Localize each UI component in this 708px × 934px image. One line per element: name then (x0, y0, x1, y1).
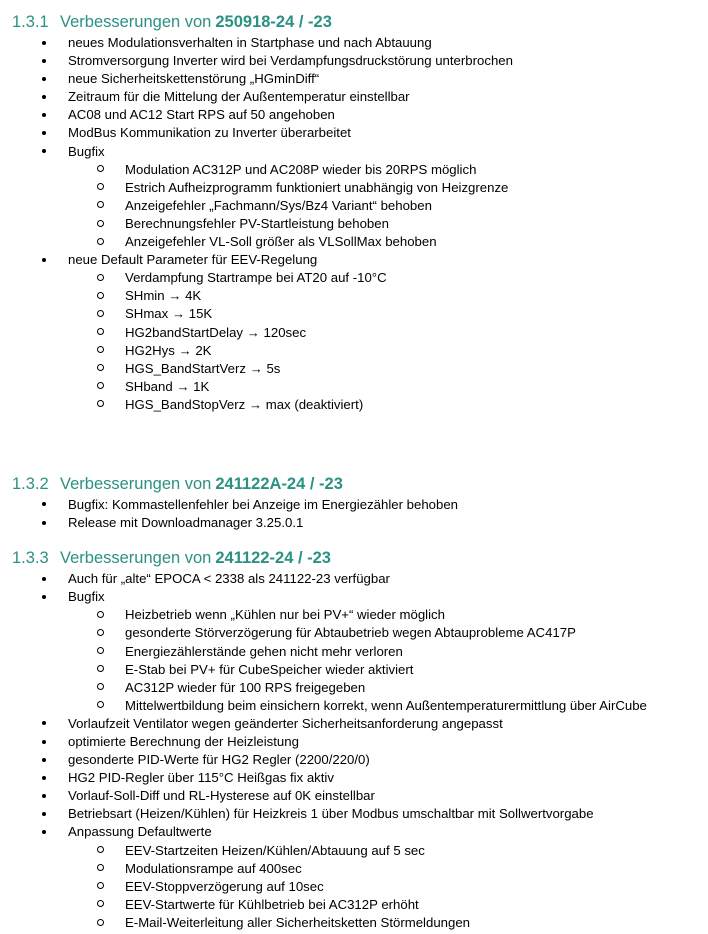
hollow-circle-bullet-icon (97, 396, 109, 414)
list-item (0, 514, 704, 532)
list-item (0, 733, 704, 751)
list-item-text: optimierte Berechnung der Heizleistung (68, 734, 299, 749)
section-heading-1.3.2 (0, 472, 704, 496)
disc-bullet-icon (42, 251, 52, 269)
hollow-circle-bullet-icon (97, 860, 109, 878)
list-item (0, 496, 704, 514)
disc-bullet-icon (42, 52, 52, 70)
sub-list-item (0, 679, 704, 697)
list-item-text: EEV-Startzeiten Heizen/Kühlen/Abtauung auf 5 sec (125, 842, 425, 858)
bullet-list (0, 570, 704, 932)
list-item-text: AC08 und AC12 Start RPS auf 50 angehoben (68, 107, 335, 123)
list-item-text: neue Default Parameter für EEV-Regelung (68, 252, 318, 268)
section-title (60, 10, 332, 34)
list-item-text: Vorlaufzeit Ventilator wegen geänderter Sicherheitsanforderung angepasst (68, 715, 503, 731)
sub-list-item (0, 324, 704, 342)
sub-list-item (0, 396, 704, 414)
list-item-text: SHmax → 15K (125, 306, 213, 322)
list-item-text: Release mit Downloadmanager 3.25.0.1 (68, 515, 304, 531)
section-title (60, 472, 343, 496)
disc-bullet-icon (42, 34, 52, 52)
list-item (0, 570, 704, 588)
list-item (0, 143, 704, 161)
sub-list-item (0, 914, 704, 932)
list-item-text: neues Modulationsverhalten in Startphase und nach Abtauung (68, 35, 432, 50)
hollow-circle-bullet-icon (97, 697, 109, 715)
disc-bullet-icon (42, 751, 52, 769)
hollow-circle-bullet-icon (97, 197, 109, 215)
list-item-text: E-Mail-Weiterleitung aller Sicherheitsketten Störmeldungen (125, 914, 470, 930)
list-item-text: Bugfix: Kommastellenfehler bei Anzeige im Energiezähler behoben (68, 496, 458, 512)
disc-bullet-icon (42, 514, 52, 532)
disc-bullet-icon (42, 496, 52, 514)
list-item-text: AC312P wieder für 100 RPS freigegeben (125, 679, 366, 695)
list-item-text: EEV-Stoppverzögerung auf 10sec (125, 878, 324, 894)
disc-bullet-icon (42, 733, 52, 751)
disc-bullet-icon (42, 124, 52, 142)
hollow-circle-bullet-icon (97, 896, 109, 914)
sub-list-item (0, 287, 704, 305)
list-item (0, 124, 704, 142)
list-item-text: gesonderte PID-Werte für HG2 Regler (2200/220/0) (68, 752, 370, 768)
hollow-circle-bullet-icon (97, 643, 109, 661)
disc-bullet-icon (42, 823, 52, 841)
section-number: 1.3.3 (12, 549, 49, 568)
sub-list-item (0, 697, 704, 715)
disc-bullet-icon (42, 715, 52, 733)
sub-list-item (0, 360, 704, 378)
list-item-text: Estrich Aufheizprogramm funktioniert unabhängig von Heizgrenze (125, 179, 509, 195)
hollow-circle-bullet-icon (97, 842, 109, 860)
list-item (0, 805, 704, 823)
bullet-list (0, 496, 704, 532)
sub-list-item (0, 606, 704, 624)
list-item-text: gesonderte Störverzögerung für Abtaubetrieb wegen Abtauprobleme AC417P (125, 625, 576, 641)
list-item (0, 52, 704, 70)
sub-list-item (0, 305, 704, 323)
hollow-circle-bullet-icon (97, 661, 109, 679)
list-item-text: Mittelwertbildung beim einsichern korrekt, wenn Außentemperaturermittlung über AirCube (125, 697, 647, 713)
hollow-circle-bullet-icon (97, 233, 109, 251)
section-title-version: 241122-24 / -23 (215, 549, 331, 568)
hollow-circle-bullet-icon (97, 624, 109, 642)
section-title-version: 250918-24 / -23 (215, 13, 332, 31)
list-item-text: HG2bandStartDelay → 120sec (125, 324, 307, 340)
list-item-text: Vorlauf-Soll-Diff und RL-Hysterese auf 0K einstellbar (68, 788, 375, 804)
list-item-text: Auch für „alte“ EPOCA < 2338 als 241122-23 verfügbar (68, 571, 390, 587)
hollow-circle-bullet-icon (97, 378, 109, 396)
sub-list-item (0, 342, 704, 360)
list-item (0, 34, 704, 52)
section-gap (0, 532, 704, 546)
list-item-text: Bugfix (68, 589, 105, 605)
hollow-circle-bullet-icon (97, 324, 109, 342)
sub-list-item (0, 269, 704, 287)
list-item-text: Stromversorgung Inverter wird bei Verdampfungsdruckstörung unterbrochen (68, 53, 513, 69)
list-item-text: Anzeigefehler „Fachmann/Sys/Bz4 Variant“ behoben (125, 197, 432, 213)
list-item-text: Modulation AC312P und AC208P wieder bis 20RPS möglich (125, 161, 477, 177)
section-title-prefix: Verbesserungen von (60, 549, 212, 568)
list-item-text: SHband → 1K (125, 378, 210, 394)
hollow-circle-bullet-icon (97, 360, 109, 378)
blank-line (0, 414, 704, 432)
sub-list-item (0, 896, 704, 914)
list-item-text: E-Stab bei PV+ für CubeSpeicher wieder aktiviert (125, 661, 414, 677)
list-item-text: HG2 PID-Regler über 115°C Heißgas fix aktiv (68, 770, 334, 786)
bullet-list (0, 34, 704, 414)
list-item-text: Heizbetrieb wenn „Kühlen nur bei PV+“ wieder möglich (125, 607, 445, 623)
hollow-circle-bullet-icon (97, 215, 109, 233)
hollow-circle-bullet-icon (97, 287, 109, 305)
section-title-prefix: Verbesserungen von (60, 474, 212, 493)
list-item-text: HG2Hys → 2K (125, 342, 212, 358)
list-item-text: Energiezählerstände gehen nicht mehr verloren (125, 643, 403, 659)
list-item-text: EEV-Startwerte für Kühlbetrieb bei AC312P erhöht (125, 896, 419, 912)
section-number: 1.3.1 (12, 13, 49, 31)
disc-bullet-icon (42, 787, 52, 805)
disc-bullet-icon (42, 805, 52, 823)
hollow-circle-bullet-icon (97, 305, 109, 323)
list-item-text: Modulationsrampe auf 400sec (125, 860, 302, 876)
section-heading-1.3.1 (0, 10, 704, 34)
section-title (60, 546, 331, 570)
sub-list-item (0, 842, 704, 860)
sub-list-item (0, 179, 704, 197)
list-item-text: Bugfix (68, 143, 105, 159)
section-title-version: 241122A-24 / -23 (215, 474, 343, 493)
list-item-text: HGS_BandStartVerz → 5s (125, 360, 281, 376)
list-item-text: HGS_BandStopVerz → max (deaktiviert) (125, 396, 364, 412)
list-item-text: Anpassung Defaultwerte (68, 824, 212, 840)
disc-bullet-icon (42, 106, 52, 124)
list-item (0, 751, 704, 769)
hollow-circle-bullet-icon (97, 269, 109, 287)
disc-bullet-icon (42, 88, 52, 106)
list-item (0, 70, 704, 88)
list-item-text: neue Sicherheitskettenstörung „HGminDiff“ (68, 71, 320, 87)
list-item-text: Anzeigefehler VL-Soll größer als VLSollMax behoben (125, 234, 437, 250)
disc-bullet-icon (42, 143, 52, 161)
list-item-text: ModBus Kommunikation zu Inverter überarbeitet (68, 125, 351, 141)
section-gap (0, 432, 704, 472)
section-heading-1.3.3 (0, 546, 704, 570)
list-item (0, 88, 704, 106)
sub-list-item (0, 161, 704, 179)
list-item-text: Betriebsart (Heizen/Kühlen) für Heizkreis 1 über Modbus umschaltbar mit Sollwertvorgabe (68, 806, 594, 822)
disc-bullet-icon (42, 70, 52, 88)
hollow-circle-bullet-icon (97, 679, 109, 697)
list-item-text: SHmin → 4K (125, 288, 202, 304)
sub-list-item (0, 860, 704, 878)
sub-list-item (0, 661, 704, 679)
hollow-circle-bullet-icon (97, 878, 109, 896)
sub-list-item (0, 215, 704, 233)
list-item (0, 588, 704, 606)
list-item (0, 715, 704, 733)
section-title-prefix: Verbesserungen von (60, 13, 212, 31)
list-item-text: Berechnungsfehler PV-Startleistung behoben (125, 215, 389, 231)
list-item (0, 787, 704, 805)
disc-bullet-icon (42, 769, 52, 787)
hollow-circle-bullet-icon (97, 179, 109, 197)
sub-list-item (0, 233, 704, 251)
hollow-circle-bullet-icon (97, 606, 109, 624)
sub-list-item (0, 624, 704, 642)
sub-list-item (0, 197, 704, 215)
list-item (0, 251, 704, 269)
sub-list-item (0, 378, 704, 396)
hollow-circle-bullet-icon (97, 161, 109, 179)
sub-list-item (0, 643, 704, 661)
disc-bullet-icon (42, 570, 52, 588)
sections-container (0, 10, 704, 932)
list-item (0, 823, 704, 841)
list-item-text: Zeitraum für die Mittelung der Außentemperatur einstellbar (68, 89, 410, 105)
list-item (0, 769, 704, 787)
list-item-text: Verdampfung Startrampe bei AT20 auf -10°C (125, 270, 387, 286)
disc-bullet-icon (42, 588, 52, 606)
hollow-circle-bullet-icon (97, 914, 109, 932)
list-item (0, 106, 704, 124)
section-number: 1.3.2 (12, 474, 49, 493)
sub-list-item (0, 878, 704, 896)
hollow-circle-bullet-icon (97, 342, 109, 360)
